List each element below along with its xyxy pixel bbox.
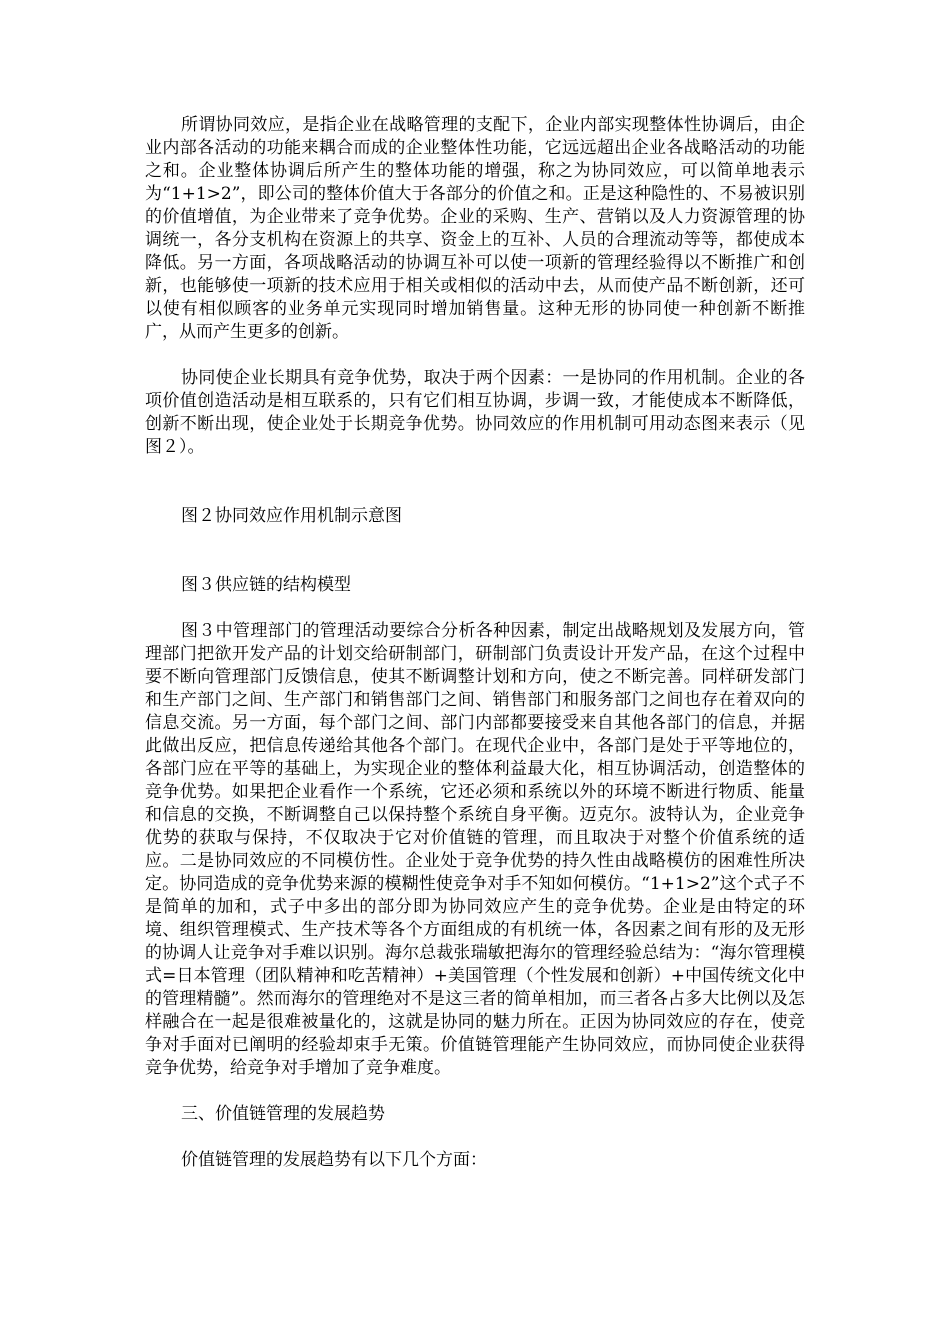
document-page	[145, 114, 805, 1172]
section-heading-trends: 三、价值链管理的发展趋势	[181, 1104, 385, 1124]
figure-3-caption: 图３供应链的结构模型	[181, 575, 351, 595]
paragraph-gap	[145, 528, 805, 574]
paragraph-gap	[145, 597, 805, 620]
figure-2-caption: 图２协同效应作用机制示意图	[181, 506, 402, 526]
paragraph-gap	[145, 1080, 805, 1103]
paragraph-synergy-definition: 所谓协同效应，是指企业在战略管理的支配下，企业内部实现整体性协调后，由企业内部各活动的功能来耦合而成的企业整体性功能，它远远超出企业各战略活动的功能之和。企业整体协调后所产生的整体功能的增强，称之为协同效应，可以简单地表示为“1+1>2”，即公司的整体价值大于各部分的价值之和。正是这种隐性的、不易被识别的价值增值，为企业带来了竞争优势。企业的采购、生产、营销以及人力资源管理的协调统一，各分支机构在资源上的共享、资金上的互补、人员的合理流动等等，都使成本降低。另一方面，各项战略活动的协调互补可以使一项新的管理经验得以不断推广和创新，也能够使一项新的技术应用于相关或相似的活动中去，从而使产品不断创新，还可以使有相似顾客的业务单元实现同时增加销售量。这种无形的协同使一种创新不断推广，从而产生更多的创新。	[145, 115, 805, 342]
paragraph-gap	[145, 459, 805, 505]
paragraph-synergy-factors: 协同使企业长期具有竞争优势，取决于两个因素：一是协同的作用机制。企业的各项价值创造活动是相互联系的，只有它们相互协调，步调一致，才能使成本不断降低，创新不断出现，使企业处于长期竞争优势。协同效应的作用机制可用动态图来表示（见图２）。	[145, 368, 805, 457]
paragraph-trends-intro: 价值链管理的发展趋势有以下几个方面：	[181, 1150, 487, 1170]
paragraph-gap	[145, 1126, 805, 1149]
paragraph-figure-3-analysis: 图３中管理部门的管理活动要综合分析各种因素，制定出战略规划及发展方向，管理部门把欲开发产品的计划交给研制部门，研制部门负责设计开发产品，在这个过程中要不断向管理部门反馈信息，使其不断调整计划和方向，使之不断完善。同样研发部门和生产部门之间、生产部门和销售部门之间、销售部门和服务部门之间也存在着双向的信息交流。另一方面，每个部门之间、部门内部都要接受来自其他各部门的信息，并据此做出反应，把信息传递给其他各个部门。在现代企业中，各部门是处于平等地位的，各部门应在平等的基础上，为实现企业的整体利益最大化，相互协调活动，创造整体的竞争优势。如果把企业看作一个系统，它还必须和系统以外的环境不断进行物质、能量和信息的交换，不断调整自己以保持整个系统自身平衡。迈克尔。波特认为，企业竞争优势的获取与保持，不仅取决于它对价值链的管理，而且取决于对整个价值系统的适应。二是协同效应的不同模仿性。企业处于竞争优势的持久性由战略模仿的困难性所决定。协同造成的竞争优势来源的模糊性使竞争对手不知如何模仿。“1+1>2”这个式子不是简单的加和，式子中多出的部分即为协同效应产生的竞争优势。企业是由特定的环境、组织管理模式、生产技术等各个方面组成的有机统一体，各因素之间有形的及无形的协调人让竞争对手难以识别。海尔总裁张瑞敏把海尔的管理经验总结为：“海尔管理模式=日本管理（团队精神和吃苦精神）+美国管理（个性发展和创新）+中国传统文化中的管理精髓”。然而海尔的管理绝对不是这三者的简单相加，而三者各占多大比例以及怎样融合在一起是很难被量化的，这就是协同的魅力所在。正因为协同效应的存在，使竞争对手面对已阐明的经验却束手无策。价值链管理能产生协同效应，而协同使企业获得竞争优势，给竞争对手增加了竞争难度。	[145, 621, 805, 1078]
paragraph-gap	[145, 344, 805, 367]
